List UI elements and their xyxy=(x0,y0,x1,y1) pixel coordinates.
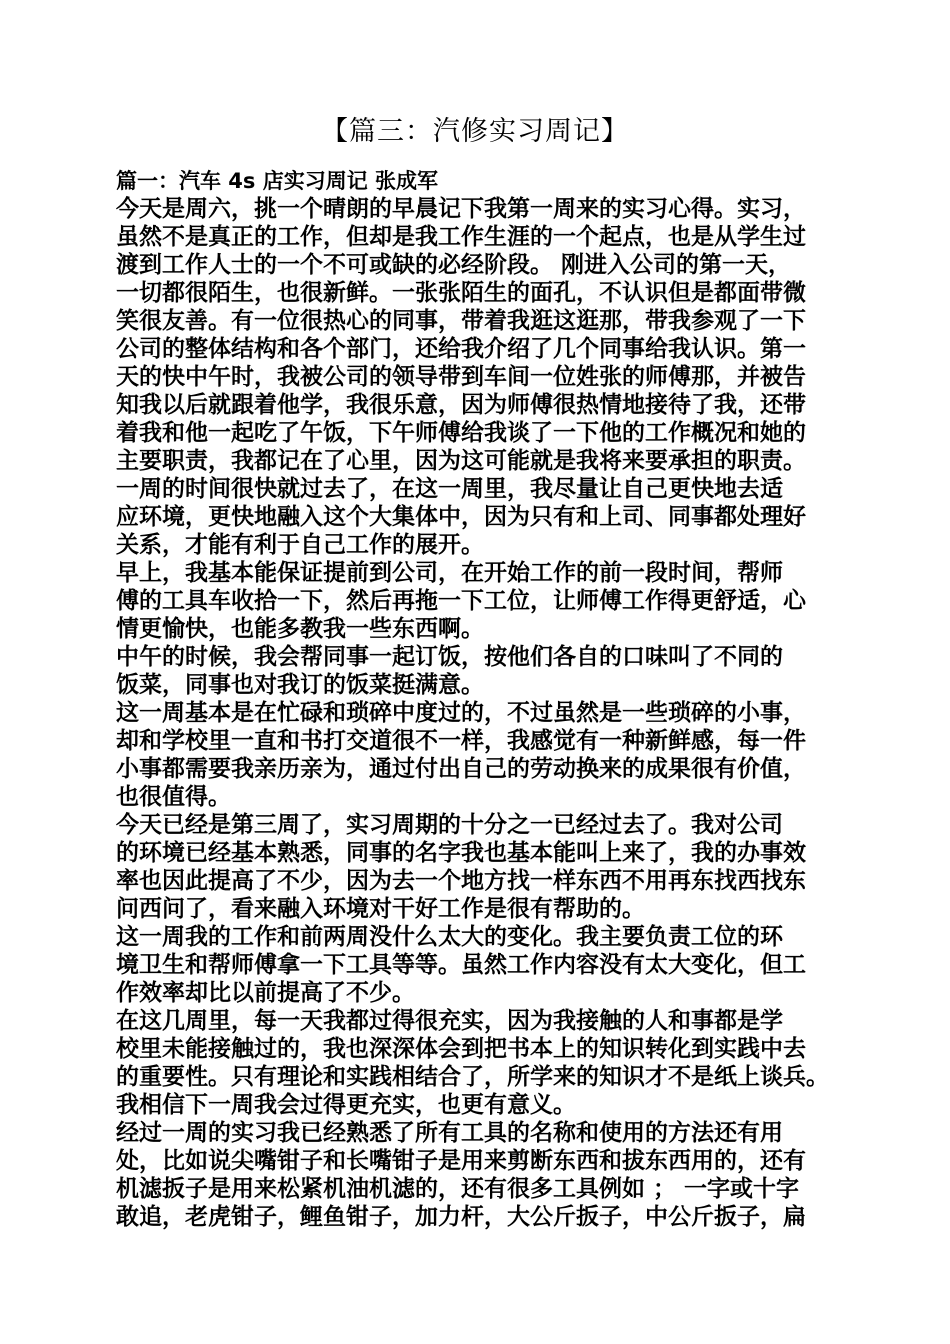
text-line: 中午的时候，我会帮同事一起订饭，按他们各自的口味叫了不同的 xyxy=(116,644,783,670)
text-line: 作效率却比以前提高了不少。 xyxy=(116,980,415,1006)
text-line: 饭菜，同事也对我订的饭菜挺满意。 xyxy=(116,672,484,698)
text-line: 今天已经是第三周了，实习周期的十分之一已经过去了。我对公司 xyxy=(116,812,783,838)
text-line: 敢追，老虎钳子，鲤鱼钳子，加力杆，大公斤扳子，中公斤扳子，扁 xyxy=(116,1204,806,1230)
text-line: 在这几周里，每一天我都过得很充实，因为我接触的人和事都是学 xyxy=(116,1008,783,1034)
text-line: 应环境，更快地融入这个大集体中，因为只有和上司、同事都处理好 xyxy=(116,504,806,530)
text-line: 关系，才能有利于自己工作的展开。 xyxy=(116,532,484,558)
text-line: 机滤扳子是用来松紧机油机滤的，还有很多工具例如 ； 一字或十字 xyxy=(116,1176,800,1202)
text-line: 率也因此提高了不少，因为去一个地方找一样东西不用再东找西找东 xyxy=(116,868,806,894)
text-line: 问西问了，看来融入环境对干好工作是很有帮助的。 xyxy=(116,896,645,922)
text-line: 渡到工作人士的一个不可或缺的必经阶段。 刚进入公司的第一天， xyxy=(116,252,792,278)
text-line: 傅的工具车收拾一下，然后再拖一下工位，让师傅工作得更舒适，心 xyxy=(116,588,806,614)
text-line: 情更愉快，也能多教我一些东西啊。 xyxy=(116,616,484,642)
text-line: 却和学校里一直和书打交道很不一样，我感觉有一种新鲜感，每一件 xyxy=(116,728,806,754)
text-line: 虽然不是真正的工作，但却是我工作生涯的一个起点，也是从学生过 xyxy=(116,224,806,250)
text-line: 今天是周六，挑一个晴朗的早晨记下我第一周来的实习心得。实习， xyxy=(116,196,806,222)
text-line: 处，比如说尖嘴钳子和长嘴钳子是用来剪断东西和拔东西用的，还有 xyxy=(116,1148,806,1174)
document-title: 【篇三：汽修实习周记】 xyxy=(321,116,629,147)
section-heading: 篇一：汽车 4s 店实习周记 张成军 xyxy=(116,169,439,193)
text-line: 境卫生和帮师傅拿一下工具等等。虽然工作内容没有太大变化，但工 xyxy=(116,952,806,978)
text-line: 早上，我基本能保证提前到公司，在开始工作的前一段时间，帮师 xyxy=(116,560,783,586)
document-body xyxy=(116,167,850,1231)
text-line: 的重要性。只有理论和实践相结合了，所学来的知识才不是纸上谈兵。 xyxy=(116,1064,829,1090)
text-line: 着我和他一起吃了午饭，下午师傅给我谈了一下他的工作概况和她的 xyxy=(116,420,806,446)
text-line: 这一周我的工作和前两周没什么太大的变化。我主要负责工位的环 xyxy=(116,924,783,950)
text-line: 主要职责，我都记在了心里，因为这可能就是我将来要承担的职责。 xyxy=(116,448,806,474)
text-line: 一周的时间很快就过去了，在这一周里，我尽量让自己更快地去适 xyxy=(116,476,783,502)
text-line: 的环境已经基本熟悉，同事的名字我也基本能叫上来了，我的办事效 xyxy=(116,840,806,866)
text-line: 笑很友善。有一位很热心的同事，带着我逛这逛那，带我参观了一下 xyxy=(116,308,806,334)
text-line: 经过一周的实习我已经熟悉了所有工具的名称和使用的方法还有用 xyxy=(116,1120,783,1146)
text-line: 小事都需要我亲历亲为，通过付出自己的劳动换来的成果很有价值， xyxy=(116,756,806,782)
text-line: 一切都很陌生，也很新鲜。一张张陌生的面孔，不认识但是都面带微 xyxy=(116,280,806,306)
text-line: 这一周基本是在忙碌和琐碎中度过的，不过虽然是一些琐碎的小事， xyxy=(116,700,806,726)
text-line: 天的快中午时，我被公司的领导带到车间一位姓张的师傅那，并被告 xyxy=(116,364,806,390)
text-line: 公司的整体结构和各个部门，还给我介绍了几个同事给我认识。第一 xyxy=(116,336,806,362)
text-line: 校里未能接触过的，我也深深体会到把书本上的知识转化到实践中去 xyxy=(116,1036,806,1062)
text-line: 知我以后就跟着他学，我很乐意，因为师傅很热情地接待了我，还带 xyxy=(116,392,806,418)
text-line: 我相信下一周我会过得更充实，也更有意义。 xyxy=(116,1092,576,1118)
text-line: 也很值得。 xyxy=(116,784,231,810)
